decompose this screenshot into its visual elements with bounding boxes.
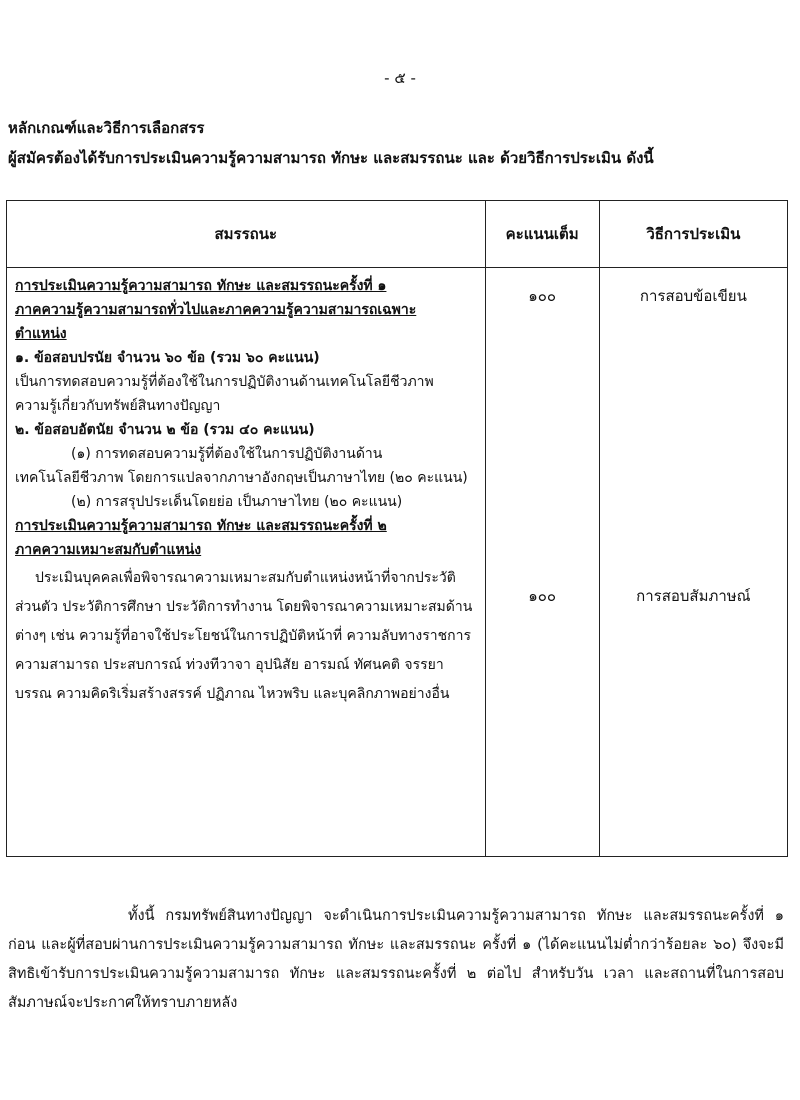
- part2-score: ๑๐๐: [528, 587, 557, 605]
- table-row: [7, 268, 788, 857]
- part1-title-line1: การประเมินความรู้ความสามารถ ทักษะ และสมรรถนะครั้งที่ ๑: [15, 278, 387, 294]
- part1-score: ๑๐๐: [528, 287, 557, 305]
- method-cell: [599, 268, 787, 857]
- part1-item2-title: ๒. ข้อสอบอัตนัย จำนวน ๒ ข้อ (รวม ๔๐ คะแนน): [15, 422, 315, 438]
- criteria-table: [6, 200, 788, 857]
- part1-item2-sub2: (๒) การสรุปประเด็นโดยย่อ เป็นภาษาไทย (๒๐ คะแนน): [71, 494, 403, 510]
- part1-item1-title: ๑. ข้อสอบปรนัย จำนวน ๖๐ ข้อ (รวม ๖๐ คะแนน): [15, 350, 320, 366]
- part1-item1-desc-line1: เป็นการทดสอบความรู้ที่ต้องใช้ในการปฏิบัติงานด้านเทคโนโลยีชีวภาพ: [15, 374, 434, 390]
- section-heading: หลักเกณฑ์และวิธีการเลือกสรร: [8, 119, 205, 137]
- part1-item1-desc-line2: ความรู้เกี่ยวกับทรัพย์สินทางปัญญา: [15, 398, 221, 414]
- header-full-score: คะแนนเต็ม: [485, 201, 599, 268]
- intro-text: ผู้สมัครต้องได้รับการประเมินความรู้ความสามารถ ทักษะ และสมรรถนะ และ ด้วยวิธีการประเมิน ดังนี้: [8, 149, 654, 167]
- part1-item2-sub1-line2: เทคโนโลยีชีวภาพ โดยการแปลจากภาษาอังกฤษเป็นภาษาไทย (๒๐ คะแนน): [15, 470, 468, 486]
- part2-method: การสอบสัมภาษณ์: [636, 587, 751, 605]
- table-header-row: [7, 201, 788, 268]
- closing-paragraph: ทั้งนี้ กรมทรัพย์สินทางปัญญา จะดำเนินการประเมินความรู้ความสามารถ ทักษะ และสมรรถนะครั้งที่ ๑ ก่อน และผู้ที่สอบผ่านการประเมินความรู้ความสามารถ ทักษะ และสมรรถนะ ครั้งที่ ๑ (ได้คะแนนไม่ต่ำกว่าร้อยละ ๖๐) จึงจะมีสิทธิเข้ารับการประเมินความรู้ความสามารถ ทักษะ และสมรรถนะครั้งที่ ๒ ต่อไป สำหรับวัน เวลา และสถานที่ในการสอบสัมภาษณ์จะประกาศให้ทราบภายหลัง: [8, 908, 784, 1011]
- header-method: วิธีการประเมิน: [599, 201, 787, 268]
- part2-description: ประเมินบุคคลเพื่อพิจารณาความเหมาะสมกับตำแหน่งหน้าที่จากประวัติส่วนตัว ประวัติการศึกษา ประวัติการทำงาน โดยพิจารณาความเหมาะสมด้านต่างๆ เช่น ความรู้ที่อาจใช้ประโยชน์ในการปฏิบัติหน้าที่ ความลับทางราชการ ความสามารถ ประสบการณ์ ท่วงทีวาจา อุปนิสัย อารมณ์ ทัศนคติ จรรยาบรรณ ความคิดริเริ่มสร้างสรรค์ ปฏิภาณ ไหวพริบ และบุคลิกภาพอย่างอื่น: [15, 570, 473, 702]
- part1-item2-sub1-line1: (๑) การทดสอบความรู้ที่ต้องใช้ในการปฏิบัติงานด้าน: [71, 446, 383, 462]
- part1-method: การสอบข้อเขียน: [639, 287, 747, 305]
- page-number: - ๕ -: [384, 69, 416, 87]
- competency-cell: [7, 268, 486, 857]
- part1-title-line3: ตำแหน่ง: [15, 326, 67, 342]
- part2-title-line2: ภาคความเหมาะสมกับตำแหน่ง: [15, 542, 202, 558]
- header-competency: สมรรถนะ: [7, 201, 486, 268]
- full-score-cell: [485, 268, 599, 857]
- part2-title-line1: การประเมินความรู้ความสามารถ ทักษะ และสมรรถนะครั้งที่ ๒: [15, 518, 387, 534]
- part1-title-line2: ภาคความรู้ความสามารถทั่วไปและภาคความรู้ความสามารถเฉพาะ: [15, 302, 417, 318]
